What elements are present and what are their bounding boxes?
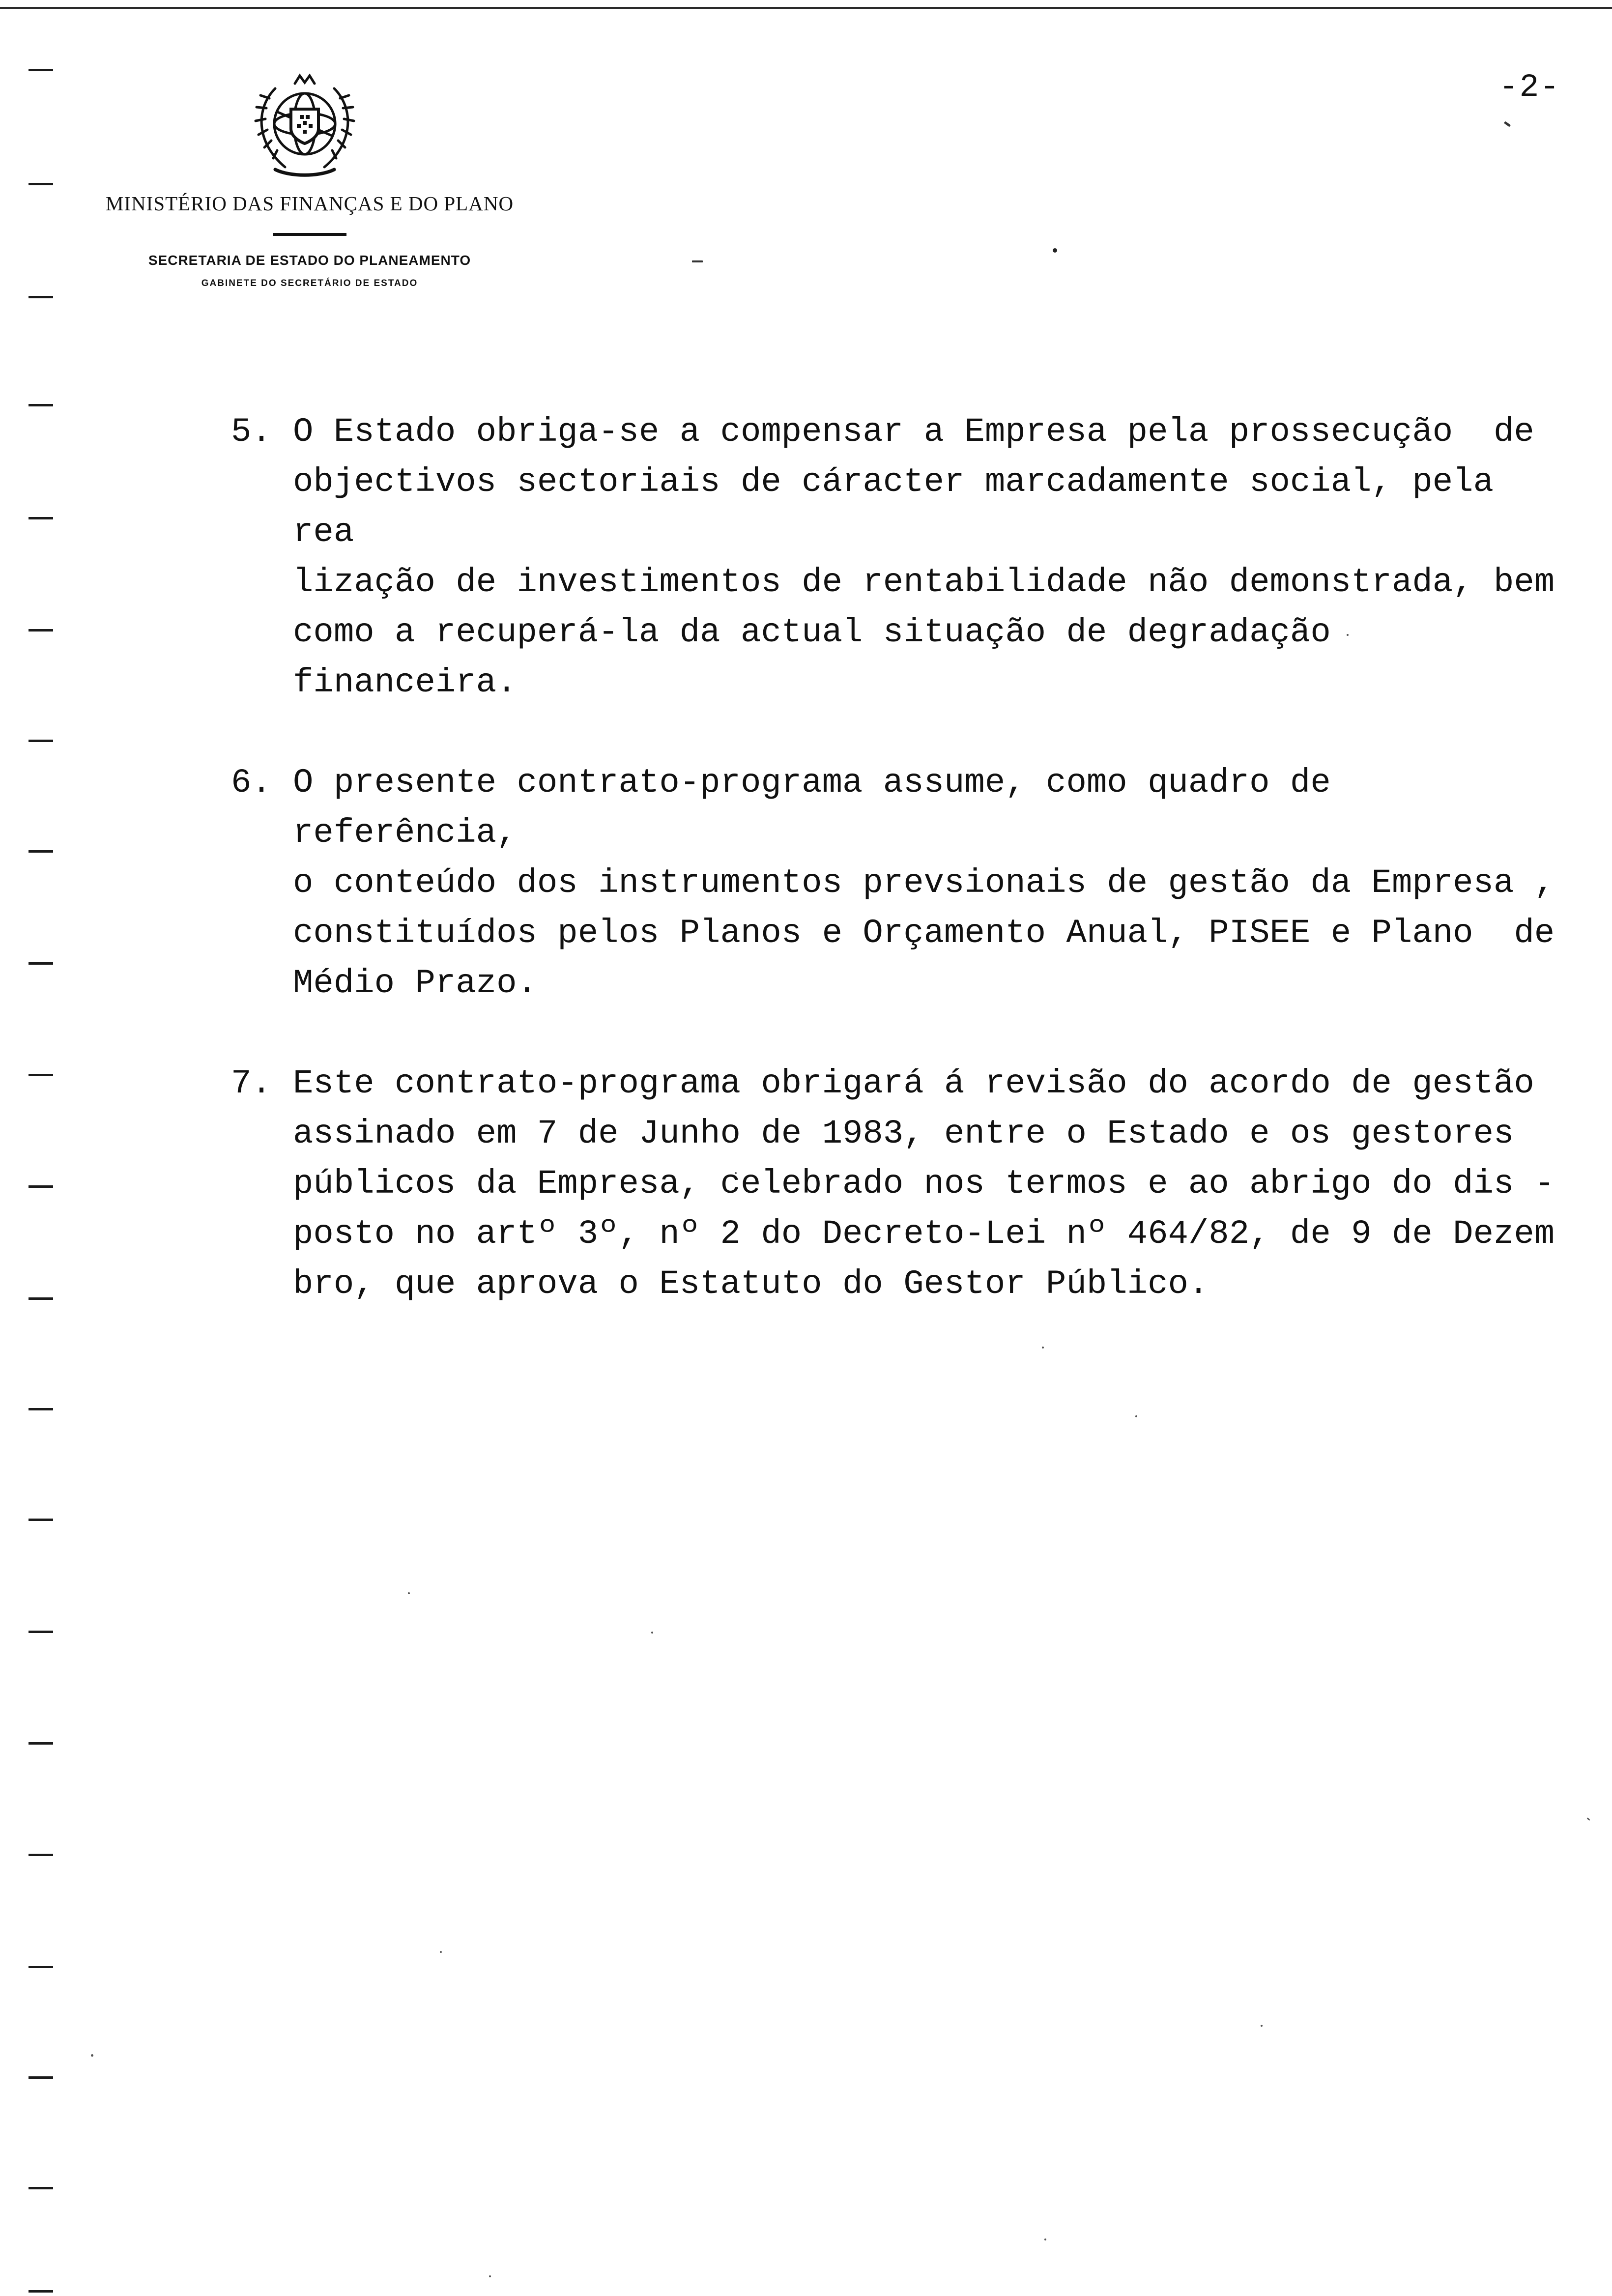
- scan-speck: [651, 1632, 653, 1634]
- margin-tick: [29, 2187, 53, 2189]
- margin-tick: [29, 1631, 53, 1633]
- paragraph-text: Este contrato-programa obrigará á revisão do acordo de gestão assinado em 7 de Junho de 1983, entre o Estado e os gestores públicos da Empresa, celebrado nos termos e ao abrigo do dis - posto no artº 3º, nº 2 do Decreto-Lei nº 464/82, de 9 de Dezem bro, que aprova o Estatuto do Gestor Público.: [293, 1064, 1555, 1303]
- margin-tick: [29, 1742, 53, 1745]
- scan-speck: [408, 1592, 410, 1594]
- scan-speck: [1261, 2025, 1263, 2027]
- page-number: -2-: [1499, 69, 1560, 106]
- paragraph-number: 6.: [231, 764, 272, 802]
- scan-speck: [1053, 248, 1057, 253]
- top-rule: [0, 7, 1612, 9]
- paragraph-number: 7.: [231, 1064, 272, 1103]
- scan-speck: [1586, 1817, 1590, 1821]
- margin-tick: [29, 1854, 53, 1856]
- scan-speck: [440, 1951, 442, 1953]
- scan-speck: [1135, 1415, 1137, 1417]
- margin-tick: [29, 1185, 53, 1188]
- paragraph-6: [231, 758, 1568, 1008]
- paragraph-7: [231, 1059, 1568, 1309]
- paragraph-number: 5.: [231, 413, 272, 451]
- margin-tick: [29, 1408, 53, 1410]
- scan-speck: [1504, 121, 1511, 127]
- margin-tick: [29, 1966, 53, 1968]
- scan-speck: [692, 260, 703, 262]
- portuguese-coat-of-arms-icon: [241, 69, 369, 182]
- margin-tick: [29, 1297, 53, 1300]
- secretaria-name: SECRETARIA DE ESTADO DO PLANEAMENTO: [148, 253, 471, 268]
- margin-tick: [29, 517, 53, 519]
- scan-speck: [489, 2275, 491, 2277]
- margin-tick: [29, 1074, 53, 1076]
- margin-tick: [29, 1519, 53, 1521]
- ministry-name: MINISTÉRIO DAS FINANÇAS E DO PLANO: [105, 192, 514, 215]
- margin-tick: [29, 183, 53, 185]
- paragraph-text: O presente contrato-programa assume, como quadro de referência, o conteúdo dos instrumentos prevsionais de gestão da Empresa , constituídos pelos Planos e Orçamento Anual, PISEE e Plano de Médio Prazo.: [293, 764, 1555, 1003]
- margin-tick: [29, 296, 53, 298]
- paragraph-text: O Estado obriga-se a compensar a Empresa pela prossecução de objectivos sectoriais de cáracter marcadamente social, pela rea lização de investimentos de rentabilidade não demonstrada, bem como a recuperá-la da actual situação de degradação financeira.: [293, 413, 1555, 702]
- document-body: [231, 407, 1568, 1359]
- letterhead-divider: [273, 233, 346, 236]
- margin-tick: [29, 2076, 53, 2079]
- letterhead: [88, 192, 531, 289]
- margin-tick: [29, 850, 53, 853]
- margin-tick: [29, 962, 53, 965]
- margin-tick: [29, 629, 53, 631]
- margin-tick: [29, 740, 53, 742]
- scan-speck: [1044, 2239, 1046, 2240]
- margin-tick: [29, 69, 53, 71]
- margin-tick: [29, 404, 53, 406]
- paragraph-5: [231, 407, 1568, 708]
- scan-speck: [91, 2054, 93, 2057]
- gabinete-name: GABINETE DO SECRETÁRIO DE ESTADO: [201, 278, 418, 288]
- margin-tick: [29, 2290, 53, 2293]
